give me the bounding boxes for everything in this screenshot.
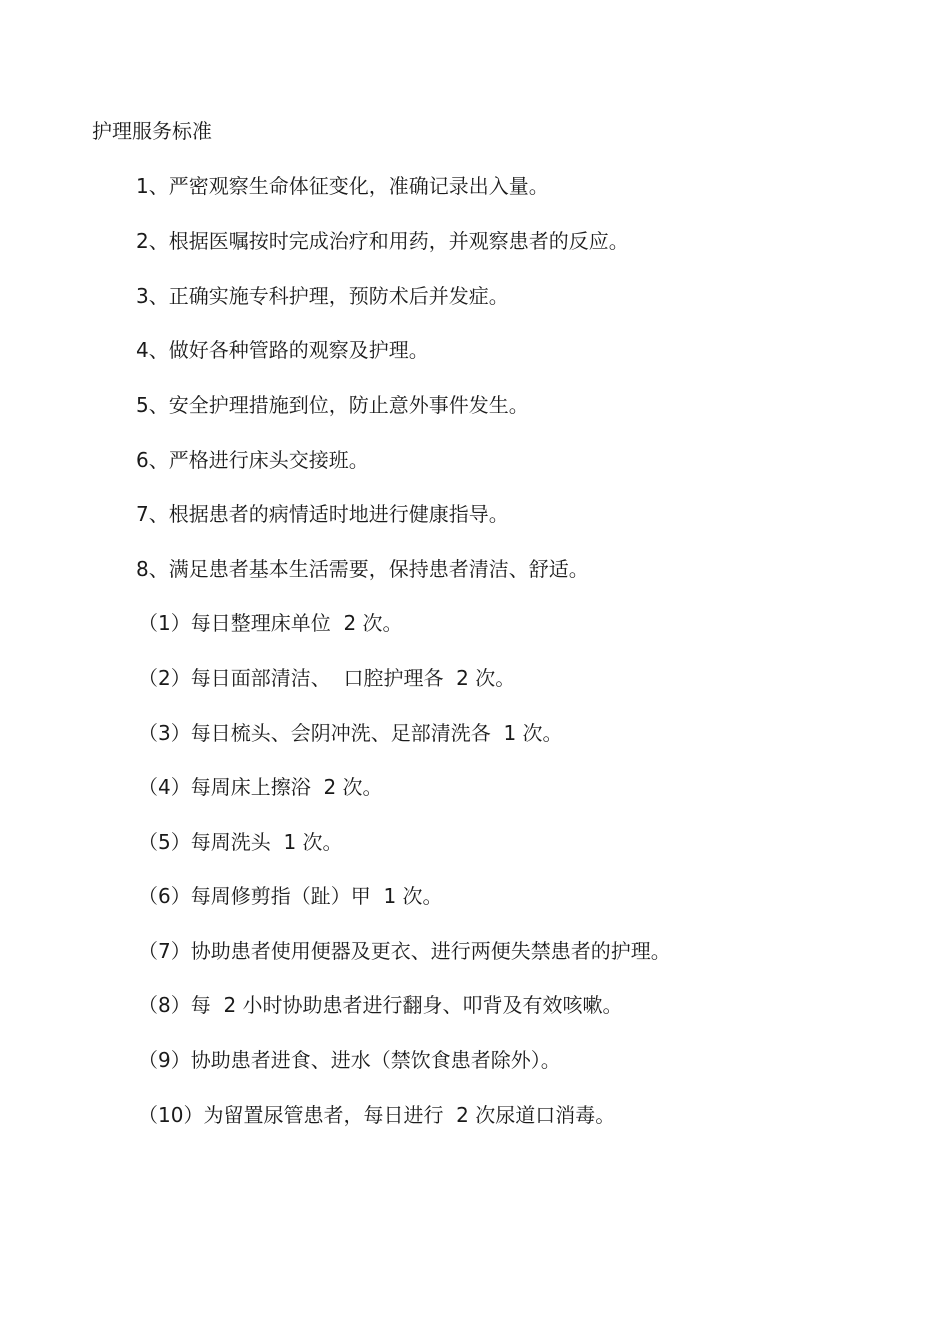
list-item: 4、做好各种管路的观察及护理。 — [136, 338, 429, 362]
sub-list-item: （4）每周床上擦浴 2 次。 — [138, 775, 383, 799]
list-item: 7、根据患者的病情适时地进行健康指导。 — [136, 502, 509, 526]
sub-list-item: （3）每日梳头、会阴冲洗、足部清洗各 1 次。 — [138, 721, 563, 745]
list-item: 3、正确实施专科护理，预防术后并发症。 — [136, 284, 509, 308]
sub-list-item: （6）每周修剪指（趾）甲 1 次。 — [138, 884, 443, 908]
sub-list-item: （2）每日面部清洁、 口腔护理各 2 次。 — [138, 666, 516, 690]
sub-list-item: （1）每日整理床单位 2 次。 — [138, 611, 403, 635]
list-item: 2、根据医嘱按时完成治疗和用药，并观察患者的反应。 — [136, 229, 629, 253]
sub-list-item: （10）为留置尿管患者，每日进行 2 次尿道口消毒。 — [138, 1103, 616, 1127]
list-item: 6、严格进行床头交接班。 — [136, 448, 369, 472]
sub-list-item: （7）协助患者使用便器及更衣、进行两便失禁患者的护理。 — [138, 939, 671, 963]
list-item: 1、严密观察生命体征变化，准确记录出入量。 — [136, 174, 549, 198]
document-title: 护理服务标准 — [92, 119, 212, 143]
sub-list-item: （9）协助患者进食、进水（禁饮食患者除外）。 — [138, 1048, 561, 1072]
sub-list-item: （8）每 2 小时协助患者进行翻身、叩背及有效咳嗽。 — [138, 993, 623, 1017]
list-item: 5、安全护理措施到位，防止意外事件发生。 — [136, 393, 529, 417]
sub-list-item: （5）每周洗头 1 次。 — [138, 830, 343, 854]
list-item: 8、满足患者基本生活需要，保持患者清洁、舒适。 — [136, 557, 589, 581]
